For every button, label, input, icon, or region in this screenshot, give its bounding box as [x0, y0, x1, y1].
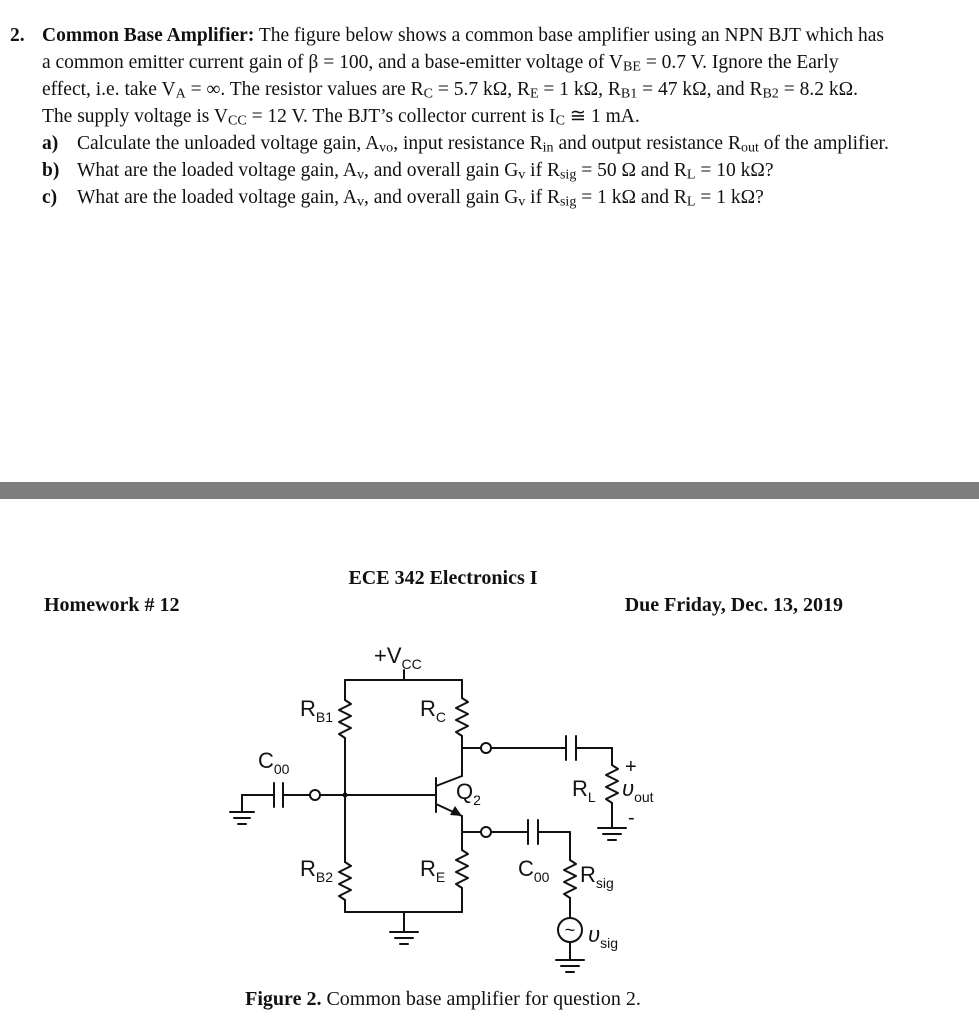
source-tilde: ~	[564, 920, 576, 940]
label-rsig: $R_{sig}$	[580, 862, 614, 891]
rsig-resistor	[564, 860, 576, 898]
base-terminal	[310, 790, 320, 800]
caption-label: Figure 2.	[245, 988, 322, 1010]
problem-statement	[10, 22, 890, 211]
part-a: a) Calculate the unloaded voltage gain, $A_{vo}$, input resistance $R_{in}$ and output resistance $R_{out}$ of the amplifier.	[42, 130, 890, 157]
part-label: b)	[42, 160, 60, 181]
label-rc: $R_C$	[420, 696, 447, 725]
label-rb2: $R_{B2}$	[300, 856, 334, 885]
part-label: c)	[42, 187, 58, 208]
collector-terminal	[481, 743, 491, 753]
caption-text: Common base amplifier for question 2.	[321, 988, 641, 1010]
label-cin: $C_{00}$	[258, 748, 290, 777]
label-plus: +	[625, 756, 637, 778]
part-c: c) What are the loaded voltage gain, $A_v$, and overall gain $G_v$ if $R_{sig} = 1$ kΩ and $R_L = 1$ kΩ?	[42, 184, 890, 211]
label-vout: $\upsilon_{out}$	[622, 776, 654, 805]
label-minus: -	[628, 807, 635, 829]
homework-number: Homework # 12	[44, 594, 180, 616]
due-date: Due Friday, Dec. 13, 2019	[624, 594, 843, 616]
emitter-terminal	[481, 827, 491, 837]
label-cout: $C_{00}$	[518, 856, 550, 885]
rb1-resistor	[339, 700, 351, 738]
part-b: b) What are the loaded voltage gain, $A_v$, and overall gain $G_v$ if $R_{sig} = 50$ Ω and $R_L = 10$ kΩ?	[42, 157, 890, 184]
problem-number: 2.	[10, 25, 25, 46]
label-vcc: $+V_{CC}$	[374, 643, 422, 672]
circuit-diagram	[0, 630, 979, 985]
rb2-resistor	[339, 862, 351, 900]
problem-intro: Common Base Amplifier: The figure below shows a common base amplifier using an NPN BJT which has a common emitter current gain of β = 100, and a base-emitter voltage of $V_{BE} = 0.7$ V. Ignore the Early effect, i.e. take $V_A$ = ∞. The resistor values are $R_C = 5.7$ kΩ, $R_E = 1$ kΩ, $R_{B1} = 47$ kΩ, and $R_{B2} = 8.2$ kΩ. The supply voltage is $V_{CC} = 12$ V. The BJT’s collector current is $I_C$ ≅ 1 mA.	[42, 25, 884, 129]
part-label: a)	[42, 133, 59, 154]
label-rb1: $R_{B1}$	[300, 696, 334, 725]
figure-caption	[0, 988, 886, 1011]
course-title: ECE 342 Electronics I	[348, 567, 538, 589]
page-separator	[0, 482, 979, 499]
junction-dot	[343, 793, 348, 798]
label-q2: $Q_2$	[456, 779, 481, 808]
rl-resistor	[606, 765, 618, 803]
rc-resistor	[456, 698, 468, 736]
label-vsig: $\upsilon_{sig}$	[588, 922, 619, 951]
re-resistor	[456, 850, 468, 888]
problem-parts	[42, 130, 890, 211]
problem-title: Common Base Amplifier:	[42, 25, 255, 46]
label-re: $R_E$	[420, 856, 446, 885]
label-rl: $R_L$	[572, 776, 596, 805]
